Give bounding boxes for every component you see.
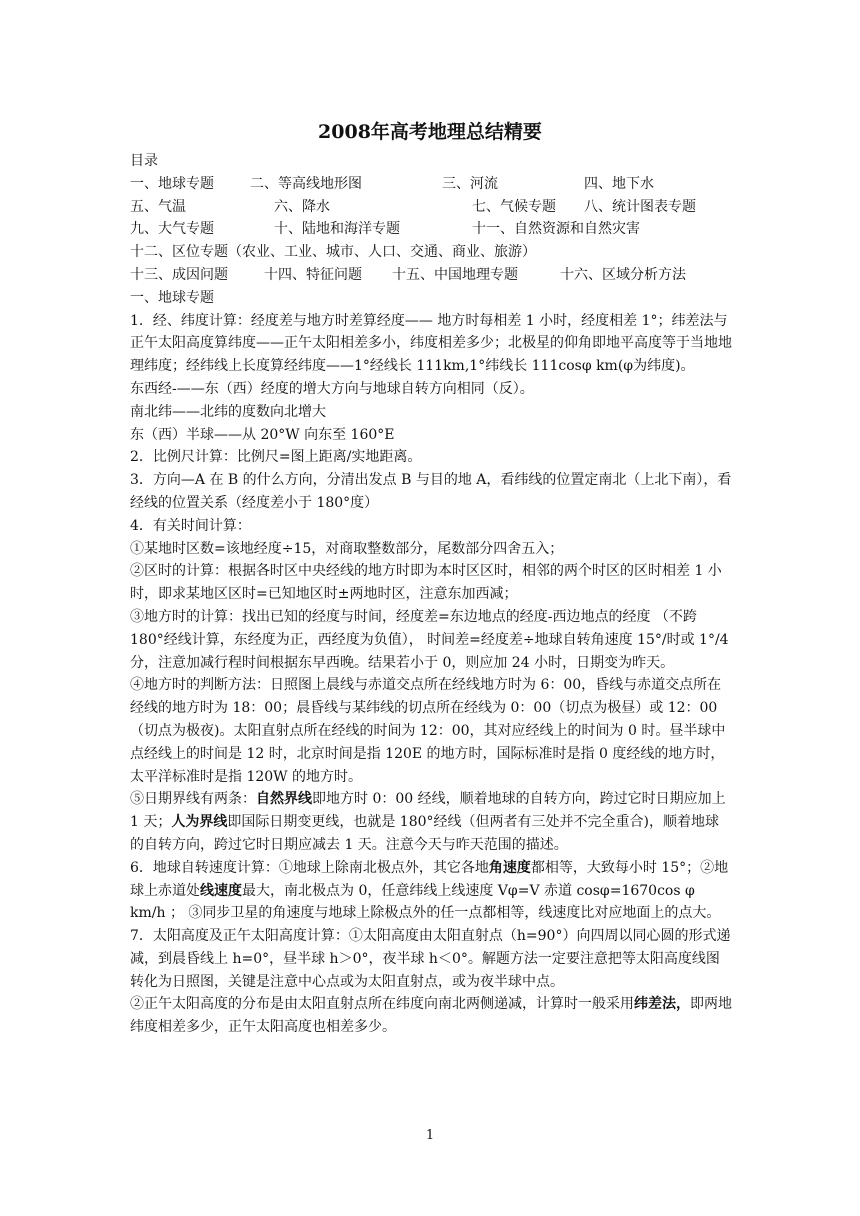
toc-label: 目录 (130, 153, 158, 169)
toc-item: 十、陆地和海洋专题 (274, 221, 400, 238)
paragraph (130, 788, 732, 856)
paragraph: ②区时的计算：根据各时区中央经线的地方时即为本时区区时，相邻的两个时区的区时相差 1 小时，即求某地区区时=已知地区时±两地时区，注意东加西减； (130, 563, 722, 603)
paragraph: ④地方时的判断方法：日照图上晨线与赤道交点所在经线地方时为 6：00，昏线与赤道交点所在经线的地方时为 18：00；晨昏线与某纬线的切点所在经线为 0：00（切点为极昼）或 12：00（切点为极夜)。太阳直射点所在经线的时间为 12：00，其对应经线上的时间为 0 时。昼半球中点经线上的时间是 12 时，北京时间是指 120E 的地方时，国际标准时是指 0 度经线的地方时，太平洋标准时是指 120W 的地方时。 (130, 677, 726, 785)
paragraph: 南北纬——北纬的度数向北增大 (130, 403, 326, 420)
toc-item: 三、河流 (442, 175, 498, 192)
paragraph: 2．比例尺计算：比例尺=图上距离/实地距离。 (130, 449, 422, 466)
toc-row: 十二、区位专题（农业、工业、城市、人口、交通、商业、旅游） (130, 244, 536, 261)
toc-item: 十一、自然资源和自然灾害 (472, 221, 640, 238)
toc-row (130, 218, 732, 241)
paragraph (130, 993, 732, 1039)
text-run: ②正午太阳高度的分布是由太阳直射点所在纬度向南北两侧递减，计算时一般采用 (130, 996, 634, 1013)
toc-item: 五、气温 (130, 198, 186, 215)
paragraph: ①某地时区数=该地经度÷15，对商取整数部分，尾数部分四舍五入； (130, 540, 564, 557)
text-run: 即国际日期变更线，也就是 180°经线（但两者有三处并不完全重合)，顺着地球的自转方向，跨过它时日期应减去 1 天。注意今天与昨天范围的描述。 (130, 814, 719, 853)
paragraph: 1．经、纬度计算：经度差与地方时差算经度—— 地方时每相差 1 小时，经度相差 1°；纬差法与正午太阳高度算纬度——正午太阳相差多小，纬度相差多少；北极星的仰角即地平高度等于当地地理纬度；经纬线上长度算经纬度——1°经线长 111km,1°纬线长 111cosφ km(φ为纬度)。 (130, 312, 732, 375)
document-body (130, 150, 732, 1039)
toc-item: 一、地球专题 (130, 175, 214, 192)
paragraph: 4．有关时间计算： (130, 517, 251, 534)
page-number: 1 (425, 1128, 435, 1143)
paragraph: 东（西）半球——从 20°W 向东至 160°E (130, 426, 395, 443)
toc-item: 七、气候专题 (472, 198, 556, 215)
page-title: 2008年高考地理总结精要 (318, 121, 542, 143)
toc-item: 六、降水 (274, 198, 330, 215)
bold-term: 纬差法， (634, 996, 690, 1013)
toc-item: 二、等高线地形图 (250, 175, 362, 192)
toc-item: 八、统计图表专题 (584, 198, 696, 215)
toc-item: 十三、成因问题 (130, 266, 228, 283)
text-run: 都相等，大致每小时 15°；②地球上赤道处 (130, 859, 729, 899)
paragraph: 7．太阳高度及正午太阳高度计算：①太阳高度由太阳直射点（h=90°）向四周以同心圆的形式递减，到晨昏线上 h=0°，昼半球 h＞0°，夜半球 h＜0°。解题方法一定要注意把等太阳高度线图转化为日照图，关键是注意中心点或为太阳直射点，或为夜半球中点。 (130, 928, 731, 990)
text-run: ⑤日期界线有两条： (130, 791, 256, 808)
section-heading: 一、地球专题 (130, 289, 214, 306)
text-run: 6．地球自转速度计算：①地球上除南北极点外，其它各地 (130, 859, 489, 876)
toc-row (130, 196, 732, 219)
paragraph: ③地方时的计算：找出已知的经度与时间，经度差=东边地点的经度-西边地点的经度 （不跨 180°经线计算，东经度为正，西经度为负值）， 时间差=经度差÷地球自转角速度 15°/时或 1°/4 分，注意加减行程时间根据东早西晚。结果若小于 0，则应加 24 小时，日期变为昨天。 (130, 608, 729, 671)
paragraph: 东西经-——东（西）经度的增大方向与地球自转方向相同（反）。 (130, 380, 534, 397)
bold-term: 线速度 (200, 882, 242, 899)
toc-item: 四、地下水 (584, 175, 654, 192)
paragraph (130, 857, 732, 925)
paragraph: 3．方向—A 在 B 的什么方向，分清出发点 B 与目的地 A，看纬线的位置定南北（上北下南），看经线的位置关系（经度差小于 180°度） (130, 472, 732, 511)
bold-term: 角速度 (488, 859, 531, 876)
toc-item: 九、大气专题 (130, 221, 214, 238)
text-run: 最大，南北极点为 0，任意纬线上线速度 Vφ=V 赤道 cosφ=1670cos φ km/h ； ③同步卫星的角速度与地球上除极点外的任一点都相等，线速度比对应地面上的点大。 (130, 882, 721, 922)
bold-term: 自然界线 (256, 791, 312, 808)
bold-term: 人为界线 (171, 814, 228, 831)
text-run: 即两地纬度相差多少，正午太阳高度也相差多少。 (130, 996, 732, 1036)
text-run: 即地方时 0：00 经线，顺着地球的自转方向，跨过它时日期应加上 1 天； (130, 791, 726, 831)
toc-item: 十四、特征问题 (264, 266, 362, 283)
toc-row (130, 173, 732, 196)
toc-item: 十六、区域分析方法 (560, 266, 686, 283)
toc-item: 十五、中国地理专题 (392, 266, 518, 283)
toc-row (130, 264, 732, 287)
